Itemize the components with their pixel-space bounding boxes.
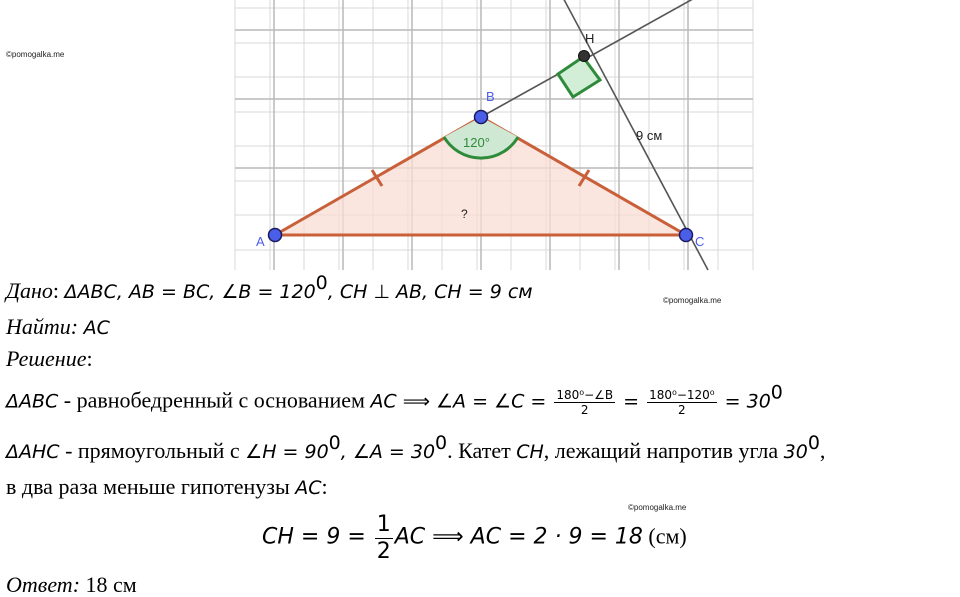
given-text2: , CH ⊥ AB, CH = 9 см (327, 281, 533, 303)
area-label: ? (461, 207, 468, 221)
step2-h: 30 (783, 441, 808, 463)
solution-line: Решение: (6, 346, 93, 371)
fraction-2-den: 2 (678, 403, 686, 417)
formula-b: AC ⟹ AC = 2 · 9 = 18 (394, 524, 643, 550)
step2-e: . Катет (447, 438, 517, 463)
step3-c: : (321, 474, 328, 499)
step2-f: CH (516, 441, 544, 463)
angle-label: 120° (463, 135, 490, 150)
step2-i: , (819, 438, 826, 463)
fraction-1 (554, 388, 615, 417)
given-colon: : (52, 278, 60, 303)
step1-res: = 30 (718, 390, 771, 413)
given-line (6, 272, 533, 303)
fraction-2 (647, 388, 716, 417)
formula-c: (см) (642, 523, 687, 549)
step2-g: , лежащий напротив угла (543, 438, 784, 463)
step1-c: AC ⟹ ∠A = ∠C = (370, 390, 553, 413)
step1-line (6, 381, 783, 417)
label-c: C (695, 234, 705, 249)
watermark-top-left: ©pomogalka.me (6, 50, 65, 59)
label-b: B (486, 89, 495, 104)
step2-c-sup: 0 (328, 432, 341, 454)
point-b (475, 111, 488, 124)
answer-label: Ответ: (6, 572, 81, 597)
answer-value: 18 см (80, 572, 137, 597)
step3-line (6, 476, 328, 498)
answer-line (6, 574, 137, 596)
step3-b: AC (295, 477, 322, 499)
point-c (680, 229, 693, 242)
triangle-figure (0, 0, 960, 272)
watermark-right: ©pomogalka.me (663, 296, 722, 305)
given-label: Дано (6, 278, 53, 303)
step1-a: ΔABC (6, 390, 59, 413)
step2-b: - прямоугольный с (59, 438, 246, 463)
fraction-1-num: 180⁰−∠B (556, 388, 614, 402)
step2-d: , ∠A = 30 (340, 441, 436, 463)
find-label: Найти: (6, 314, 79, 339)
right-angle-marker (558, 57, 600, 97)
solution-label: Решение (6, 346, 87, 371)
point-h (579, 51, 590, 62)
given-sup: 0 (315, 272, 328, 294)
step3-a: в два раза меньше гипотенузы (6, 474, 296, 499)
formula-a: CH = 9 = (262, 524, 373, 550)
step1-eq: = (617, 390, 646, 413)
step1-res-sup: 0 (770, 381, 783, 404)
step2-line (6, 432, 826, 463)
formula-frac-num: 1 (376, 512, 391, 537)
step2-c: ∠H = 90 (245, 441, 329, 463)
label-a: A (256, 234, 265, 249)
step1-b: - равнобедренный с основанием (58, 387, 371, 413)
given-text: ΔABC, AB = BC, ∠B = 120 (64, 281, 316, 303)
step2-h-sup: 0 (807, 432, 820, 454)
formula-frac-den: 2 (376, 539, 391, 564)
side-label: 9 см (636, 128, 663, 143)
step2-d-sup: 0 (435, 432, 448, 454)
fraction-1-den: 2 (580, 403, 589, 417)
find-line (6, 316, 110, 338)
fraction-2-num: 180⁰−120⁰ (649, 388, 715, 402)
formula-fraction (375, 512, 393, 565)
step2-a: ΔAHC (6, 441, 60, 463)
watermark-middle: ©pomogalka.me (628, 503, 687, 512)
find-value: AC (83, 317, 110, 339)
formula-line (262, 512, 687, 565)
point-a (269, 229, 282, 242)
label-h: H (585, 31, 595, 46)
